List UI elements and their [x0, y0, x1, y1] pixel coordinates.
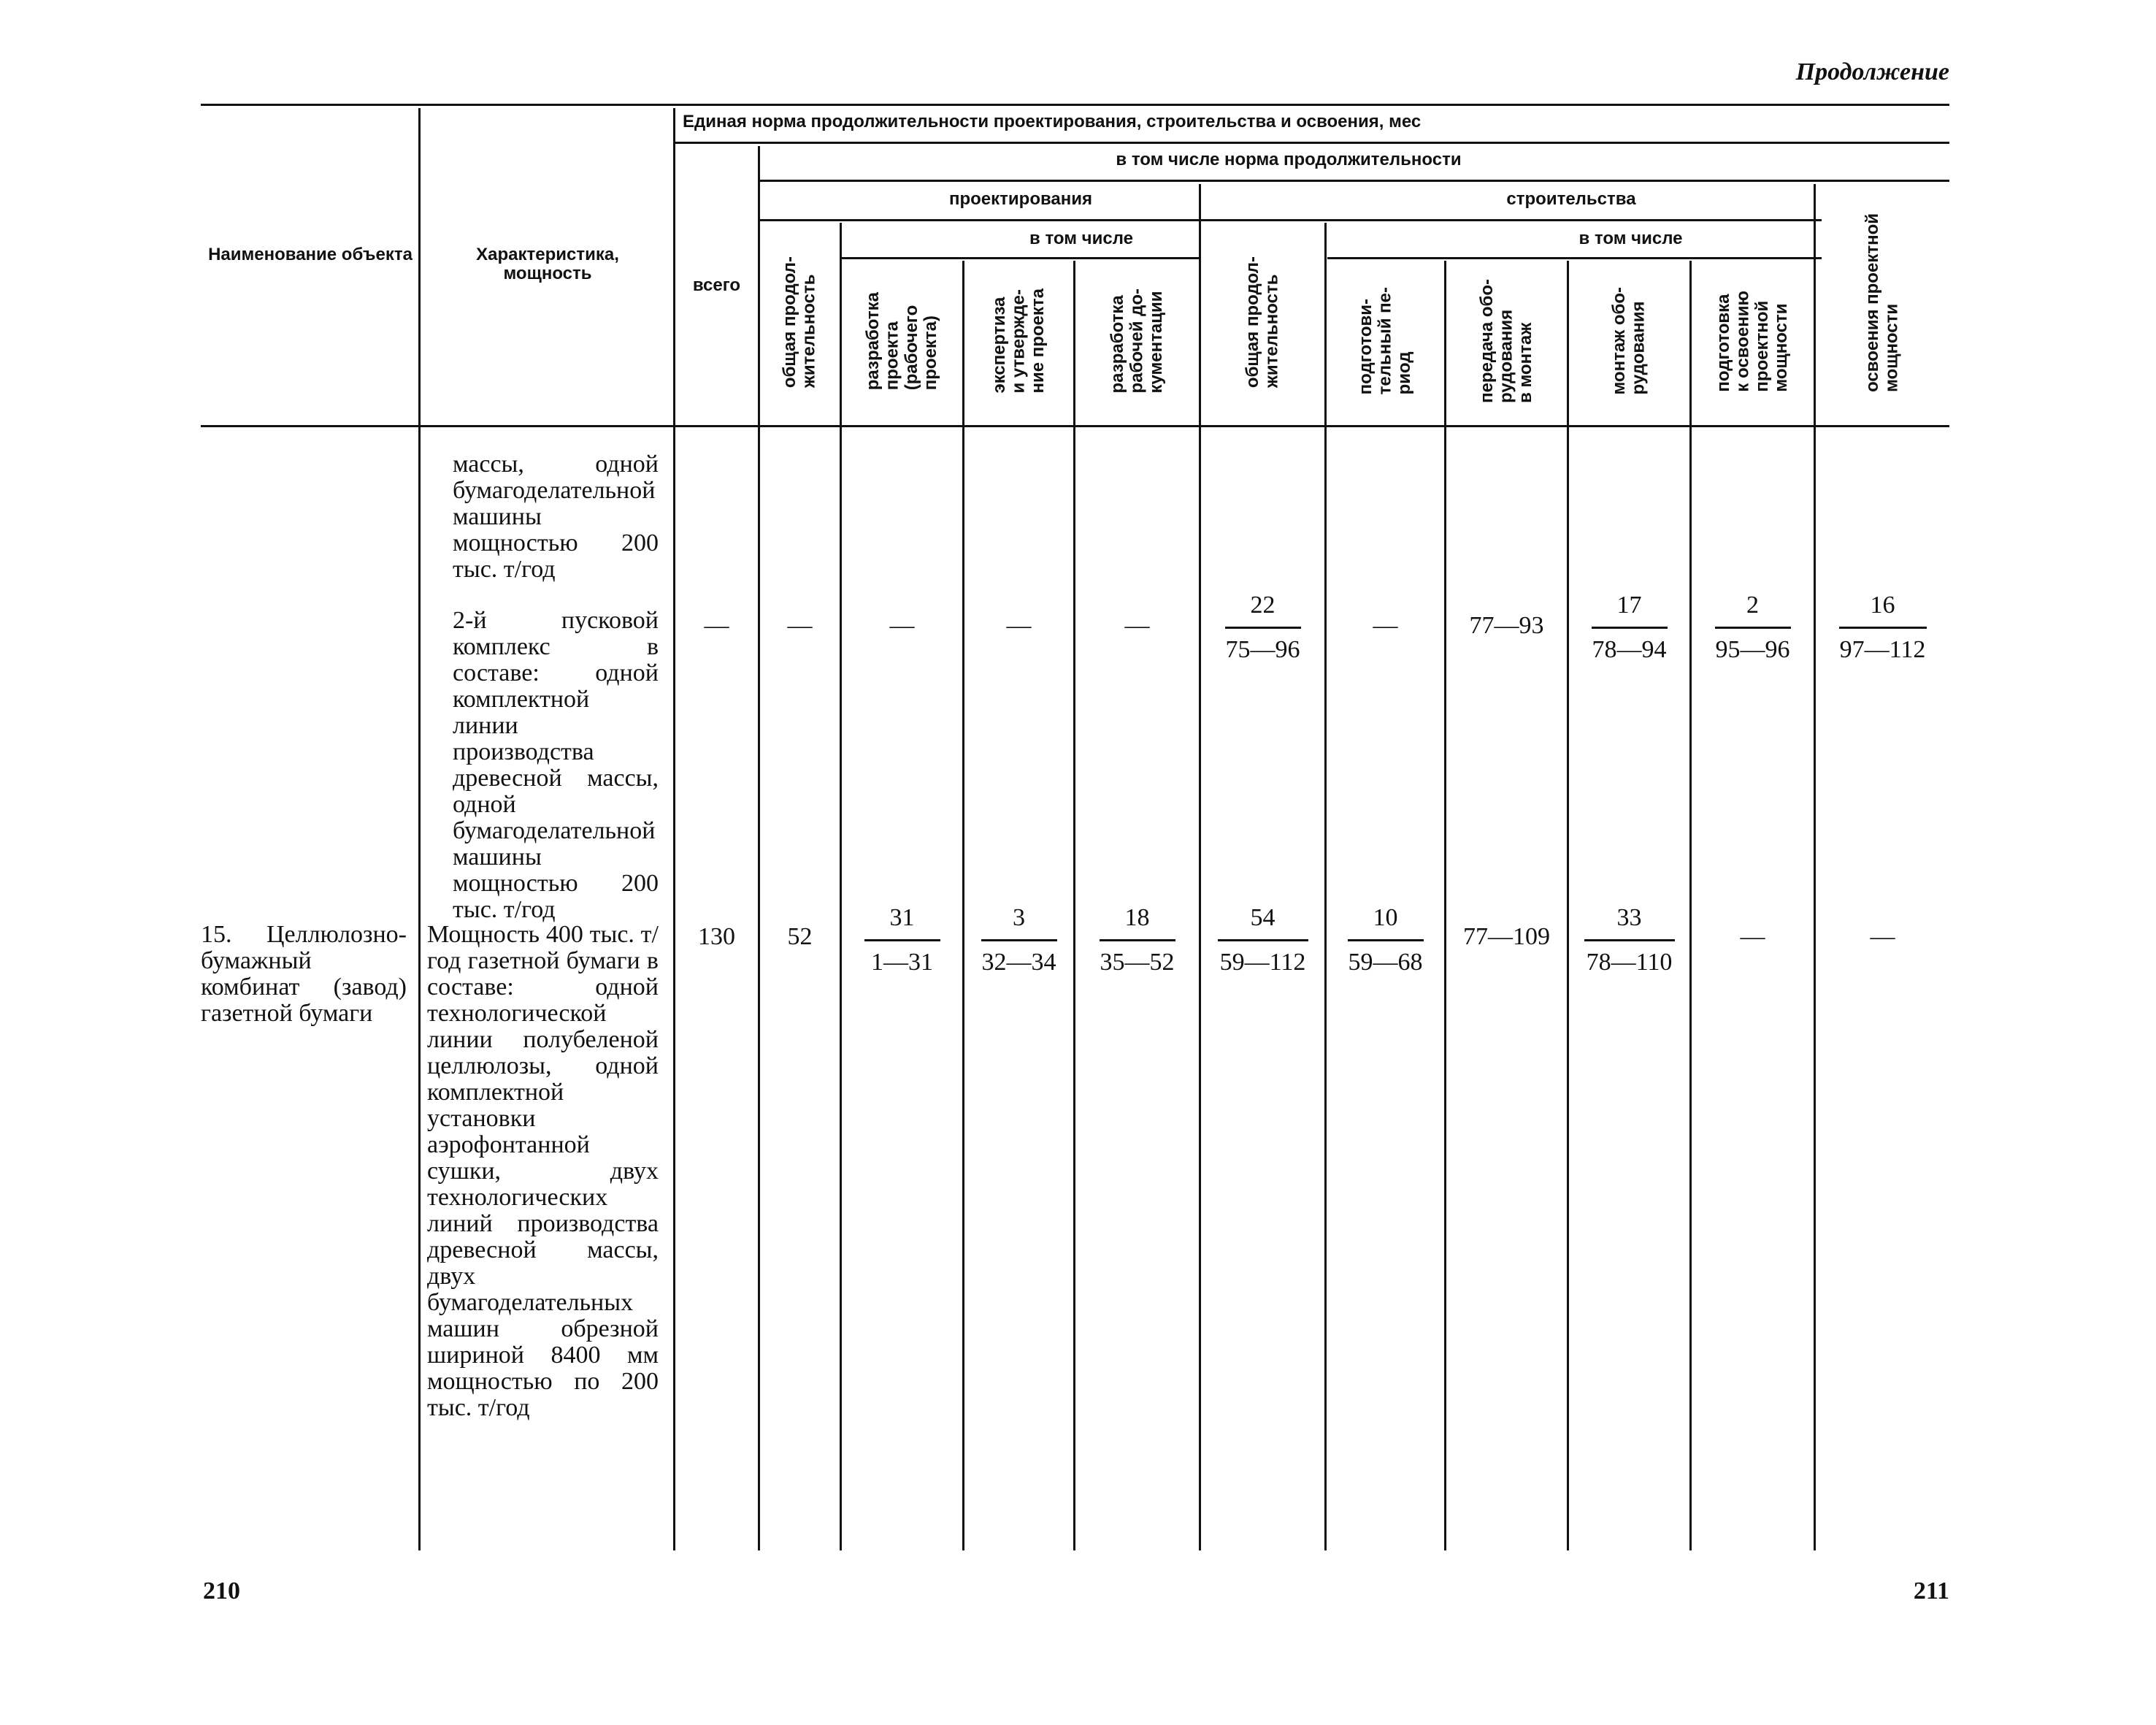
col-divider-char	[673, 108, 675, 1550]
rule-incl-norm	[759, 180, 1949, 182]
item15-constr-mount	[1569, 906, 1689, 975]
rule-design-construction	[759, 219, 1822, 221]
complex2-constr-total	[1201, 593, 1324, 662]
header-unified-norm: Единая норма продолжительности проектирования, строительства и освоения, мес	[683, 112, 1422, 131]
fraction-denominator: 35—52	[1100, 949, 1175, 976]
header-total: всего	[692, 275, 741, 295]
header-mastering-cell	[1816, 184, 1949, 421]
item15-constr-total	[1201, 906, 1324, 975]
fraction-numerator: 33	[1616, 904, 1642, 931]
fraction-numerator: 18	[1124, 904, 1150, 931]
header-constr-mount-cell	[1569, 261, 1689, 421]
header-characteristic: Характеристика, мощность	[476, 245, 619, 284]
item15-name: 15. Целлюлозно-бумажный комбинат (завод) газетной бумаги	[201, 921, 407, 1027]
fraction-numerator: 16	[1870, 592, 1895, 619]
running-head: Продолжение	[1795, 58, 1949, 85]
header-design-dev-cell	[842, 261, 962, 421]
fraction-denominator: 78—110	[1586, 949, 1673, 976]
header-construction: строительства	[1506, 189, 1636, 209]
complex2-total: —	[704, 612, 729, 639]
fraction-numerator: 2	[1746, 592, 1759, 619]
header-constr-transfer-cell	[1446, 261, 1567, 421]
table-top-rule	[201, 104, 1949, 106]
header-design-total: общая продол- жительность	[780, 256, 819, 389]
complex2-design-dev: —	[889, 612, 915, 639]
col-divider-design-total	[840, 223, 842, 1550]
header-constr-ready: подготовка к освоению проектной мощности	[1713, 290, 1791, 392]
header-design-exp: экспертиза и утвержде- ние проекта	[989, 288, 1048, 394]
header-design-exp-cell	[964, 261, 1073, 421]
fraction-numerator: 54	[1250, 904, 1275, 931]
header-design-incl: в том числе	[1029, 229, 1133, 248]
col-divider-constr-total	[1324, 223, 1327, 1550]
col-divider-constr-prep	[1444, 261, 1446, 1550]
header-constr-transfer: передача обо- рудования в монтаж	[1476, 279, 1535, 403]
fraction-denominator: 75—96	[1225, 636, 1300, 663]
header-constr-prep: подготови- тельный пе- риод	[1355, 287, 1414, 395]
col-divider-name	[418, 108, 421, 1550]
fraction-denominator: 1—31	[871, 949, 933, 976]
fraction-numerator: 10	[1373, 904, 1398, 931]
page-number-right: 211	[1913, 1577, 1949, 1604]
header-incl-norm: в том числе норма продолжительности	[1116, 150, 1462, 169]
header-constr-total-cell	[1201, 223, 1324, 421]
continuation-text: массы, одной бумагоделательной машины мощностью 200 тыс. т/год	[453, 451, 659, 583]
header-design-docs-cell	[1075, 261, 1199, 421]
header-constr-ready-cell	[1692, 261, 1814, 421]
fraction-numerator: 31	[889, 904, 915, 931]
complex2-design-exp: —	[1006, 612, 1032, 639]
item15-constr-prep	[1327, 906, 1444, 975]
fraction-numerator: 3	[1013, 904, 1025, 931]
header-design-docs: разработка рабочей до- кументации	[1107, 288, 1166, 394]
fraction-denominator: 97—112	[1839, 636, 1926, 663]
fraction-denominator: 78—94	[1592, 636, 1667, 663]
rule-unified-norm	[675, 142, 1949, 144]
item15-total: 130	[698, 923, 735, 950]
fraction-denominator: 95—96	[1715, 636, 1790, 663]
col-divider-constr-mount	[1689, 261, 1692, 1550]
item15-constr-ready: —	[1740, 923, 1765, 950]
fraction-numerator: 17	[1616, 592, 1642, 619]
complex2-constr-transfer: 77—93	[1469, 612, 1544, 639]
item15-mastering: —	[1870, 923, 1895, 950]
header-construction-incl: в том числе	[1578, 229, 1683, 248]
header-name: Наименование объекта	[208, 245, 413, 264]
complex2-design-total: —	[787, 612, 813, 639]
rule-design-incl	[842, 257, 1201, 259]
header-constr-total: общая продол- жительность	[1243, 256, 1282, 389]
item15-design-dev	[842, 906, 962, 975]
page-number-left: 210	[203, 1577, 240, 1604]
complex2-text: 2-й пусковой комплекс в составе: одной комплектной линии производства древесной массы, одной бумагоделательной машины мощностью 200 тыс. т/год	[453, 607, 659, 923]
complex2-constr-mount	[1569, 593, 1689, 662]
complex2-mastering	[1816, 593, 1949, 662]
header-mastering: освоения проектной мощности	[1862, 213, 1902, 392]
rule-construction-incl	[1327, 257, 1822, 259]
item15-text: Мощность 400 тыс. т/год газетной бумаги в составе: одной технологической линии полубеленой целлюлозы, одной комплектной установки аэрофонтанной сушки, двух технологических линий производства древесной массы, двух бумагоделательных машин обрезной шириной 8400 мм мощностью по 200 тыс. т/год	[427, 921, 659, 1421]
fraction-numerator: 22	[1250, 592, 1275, 619]
item15-constr-transfer: 77—109	[1463, 923, 1550, 950]
header-design-dev: разработка проекта (рабочего проекта)	[862, 291, 940, 391]
fraction-denominator: 59—68	[1348, 949, 1423, 976]
header-design-total-cell	[760, 223, 840, 421]
complex2-constr-prep: —	[1373, 612, 1398, 639]
item15-design-docs	[1075, 906, 1199, 975]
header-constr-prep-cell	[1327, 261, 1444, 421]
header-constr-mount: монтаж обо- рудования	[1609, 287, 1649, 395]
complex2-constr-ready	[1692, 593, 1814, 662]
fraction-denominator: 32—34	[981, 949, 1056, 976]
item15-design-total: 52	[787, 923, 813, 950]
complex2-design-docs: —	[1124, 612, 1150, 639]
header-design: проектирования	[948, 189, 1093, 209]
fraction-denominator: 59—112	[1219, 949, 1306, 976]
item15-design-exp	[964, 906, 1073, 975]
